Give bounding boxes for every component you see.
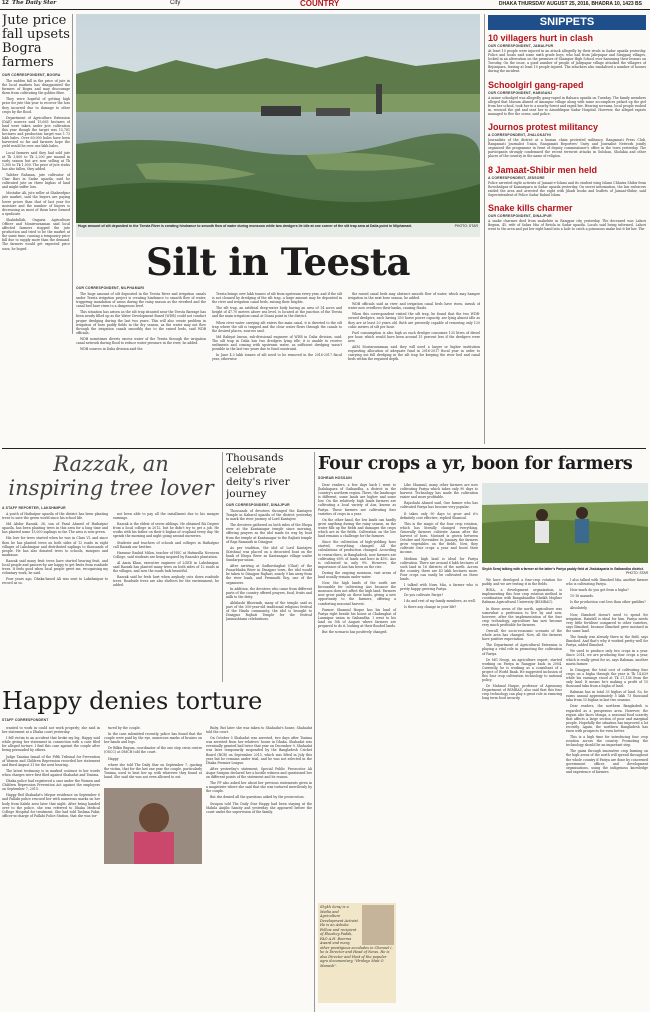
- snippet-text: A minor schoolgirl was allegedly gang-raped in Baluara upazila on Tuesday. The family members alleged that Masum Ahmed of Amanpur village along with some accomplices picked up the girl from her school, took her to a nearby forest and raped her. Hearing screams, local people rushed in, rescued the girl and sent her to Ainuddinpur Sadar Hospital. However, the alleged rapists managed to flee the scene, said police.: [488, 95, 646, 116]
- paragraph: Is there any change in your life?: [404, 605, 457, 610]
- paragraph: Razzak said many fruit trees have started bearing fruit, and local people and passers-by are happy to get fruits from roadside trees. It feels good when local people greet me, recognising my voluntary work, he said.: [2, 558, 108, 576]
- paragraph: Dr Bilkis Begum, coordinator of the one stop crisis centre (OSCC) at DMCH told the court.: [104, 746, 202, 755]
- paragraph: In Dinajpur, the total cost of cultivating four crops on a bigha through the year is Tk 14,639 while his earnings stood at Tk 27,138 from the only land. It means he's making a profit of 15 thousand taka from a bigha of land.: [566, 667, 648, 689]
- paragraph: The latest testimony is in marked contrast to her words when charges were first filed against Shahadat and Tonima.: [2, 768, 100, 777]
- paragraph: the raised canal beds may obstruct smooth flow of water, which may hamper irrigation in the next boro season, he added.: [348, 292, 480, 301]
- paragraph: Dear readers, the northern Bangladesh is regarded as a prosperous area. However, the region also faces Monga, a seasonal food scarcity that affects a large section of poor and marginal people. Hopefully the situation has improved a lot recently. Again, the northern Bangladesh has risen with prospects for even better.: [566, 704, 648, 733]
- paragraph: This is a high time for introducing four crop rotation across the country. Promoting the technology should be an important step.: [566, 735, 648, 748]
- paragraph: In addition, the devotees who came from different parts of the country offered prayers, food, fruits and milk to the deity.: [226, 586, 312, 599]
- divider: [484, 14, 485, 444]
- divider: [222, 452, 223, 682]
- farmer-photo: [482, 483, 648, 575]
- paragraph: not been able to pay all the installment due to his meagre earnings.: [113, 512, 219, 521]
- snippet-headline: 10 villagers hurt in clash: [488, 33, 594, 43]
- paragraph: I talked with Nuru Mia, a farmer who is pretty happy growing Pariya.: [400, 583, 478, 592]
- paragraph: The devotees gathered on both sides of the Dhepa river at the Kantanagar temple since morning, offering prayers as the idol made its way by boat from the temple at Kantanagar to the Rajbati temple of Raja Ramnath in Dinajpur.: [226, 523, 312, 544]
- snippet-text: A snake charmer died from snakebite in Rangpur city yesterday. The deceased was Lahori Begum, 45, wife of Sahra Mia of Betola in Sadar upazila. Locals said being informed, Lahori went to the area and put her right hand into a hole to catch a poisonous snake but it bit her. The: [488, 218, 646, 232]
- page-number: 12: [2, 0, 9, 6]
- paragraph: Rahman has in total 33 bighas of land. So, he earns annual approximately 5 lakh 73 thousand taka from 33 bighas in last two seasons.: [566, 690, 648, 703]
- paragraph: Medium high land is ideal for Pariya cultivation. There are around 6 lakh hectares of such land in 16 districts of the north. Across the country, there are 43 lakh hectares more. Four crops can easily be cultivated on these lands.: [400, 556, 478, 581]
- paragraph: It takes only 90 days to grow and it's definitely cost effective, replied Shamsul.: [400, 511, 478, 520]
- paragraph: After yesterday's statement, Special Public Prosecutor Ali Asgar Swapon declared her a hostile witness and questioned her on different points of the statement and its reason.: [206, 766, 312, 780]
- four-crops-byline: SOHRAB HOSSAIN: [318, 476, 352, 480]
- paragraph: Department of Agriculture Extension (DAE) sources said 15,665 hectares of land were taken under jute cultivation this year though the target was 15,781 hectares and production target was 1.73 lakh bales. Over 60,000 bales have been harvested so far and farmers hope the yield would be over one lakh bales.: [2, 115, 70, 149]
- paragraph: The sudden fall in the price of jute in the local markets has disappointed the farmers of Bogra and may discourage them from cultivating the golden fibre.: [2, 79, 70, 96]
- divider: [314, 452, 315, 1012]
- paragraph: In the case submitted recently, police has found that the couple were paid by the eye, numerous marks of bruises on her hands and legs.: [104, 732, 202, 745]
- paragraph: Students and teachers of schools and colleges in Haibatpur call Razzak our brother.: [113, 540, 219, 549]
- paragraph: On October 5 Shahadat was arrested, two days after Tonima was arrested from her relatives' house in Dhaka. Shahadat was eventually granted bail twice that year on December 9. Shahadat was later temporarily suspended by the Bangladesh Cricket Board (BCB) on September 2015, which was lifted in July this year but he remains under trial, and he was not selected in the Dhaka Premier League.: [206, 736, 312, 765]
- paragraph: Overall, the socio-economic scenario of the whole area has changed. Now, all the farmers have positive expectation.: [482, 629, 562, 642]
- snippet-item: [488, 33, 646, 74]
- paragraph: tured by the couple.: [108, 726, 141, 730]
- razzak-article: [2, 452, 220, 682]
- happy-article: [2, 718, 312, 1012]
- snippet-item: [488, 203, 646, 231]
- happy-photo-image: [104, 788, 202, 864]
- paragraph: This situation has arisen as the silt trap situated near the Teesta Barrage has been nearly filled up as the Water Development Board (WDB) could not conduct proper dredging during the last two years. This will also create problem in irrigation of boro paddy fields in the dry season, as the water may not flow through the irrigation canals smoothly due to the raised beds, said WDB officials.: [76, 310, 206, 335]
- paragraph: Al Amin Khan, executive engineer of LGED in Lakshmipur, said Razzak has planted many trees on both sides of 12 roads in the villages, and now the roads look beautiful.: [113, 560, 219, 574]
- masthead-logo: The Daily Star: [12, 0, 57, 6]
- caption-text: Huge amount of silt deposited in the Teesta River is creating hindrance to smooth flow of water during monsoon while two dredgers lie idle at one corner of the silt trap area at Dalia point in Nilphamari.: [78, 224, 413, 228]
- snippet-byline: A CORRESPONDENT, JESSORE: [488, 175, 545, 180]
- snippets-list: [488, 33, 646, 443]
- paragraph: wanted to work in could not work properly; she said in her statement at a Dhaka court yesterday.: [2, 726, 100, 735]
- thousands-article: [226, 452, 312, 682]
- snippet-item: [488, 122, 646, 158]
- paragraph: BINA, a development organisation, is implementing this four crop rotation method in coordination with Bangabandhu Sheikh Mujibur Rahman Agricultural University (BSMRAU).: [482, 588, 562, 605]
- paragraph: Farmer Shamsul Hoque has his land of Pariya right beside his house at Chakraghat of Laxmipur union in Gaibandha. I went to his land on 5th of August where farmers are prepared to do it, looking at their flooded lands.: [318, 607, 396, 628]
- razzak-kicker: Razzak, an: [53, 452, 169, 476]
- paragraph: Mostafar Ali, jute seller at Shaheedpur jute market, said the buyers are paying lower prices than that of last year for moisture and the number of buyers is decreasing as most of them have formed a syndicate.: [2, 191, 70, 216]
- snippet-item: [488, 80, 646, 116]
- paragraph: Now, Ilimohed doesn't need to spend for irrigation. Rainfall is ideal for him. Pariya needs very little fertiliser compared to other varieties, says Ilimohed, because Ilimohed grew mustard in the same land.: [566, 612, 648, 633]
- river-photo-image: [76, 14, 480, 237]
- paragraph: Md Rabiyat Imran, sub-divisional engineer of WDB in Dalia division, said: The silt trap in Dalia has two dredgers lying idle; it is unable to receive sediments and coming with upstream water, as sufficient dredging wasn't possible in the last two years due to fund constraint.: [212, 334, 342, 352]
- paragraph: Dr MG Neogi, an agriculture expert, started working on Pariya in Rangpur back in 2004. Currently, he is working as a consultant of a project of World Bank. He suggested inclusion of this four crop cultivation technology to national policy.: [482, 657, 562, 683]
- four-crops-col-4: [566, 578, 648, 1011]
- four-crops-headline: Four crops a yr, boon for farmers: [318, 454, 633, 474]
- snippet-byline: OUR CORRESPONDENT, DINAJPUR: [488, 213, 552, 218]
- four-crops-body: [318, 483, 648, 1011]
- snippet-item: [488, 165, 646, 197]
- paragraph: This is the magic of the four crop rotation, which has literally changed everything. Generally farmers cultivate Aman after the harvest of boro. Mustard is grown between October and November. In January, the farmers grow vegetables on the fields. Now, they cultivate four crops a year and boost their income.: [400, 521, 478, 555]
- paragraph: As per tradition, the idol of Lord Kantajew (Krishna) was placed on a decorated boat on the bank of Dhepa River as Kantanagar village under Sundarpur union.: [226, 545, 312, 563]
- happy-col-2: [104, 726, 202, 1012]
- thousands-body: [226, 509, 312, 621]
- paragraph: Since the cultivation of high-yielding boro started, everything changed. All the calculations of production changed. According to researchers, in Bangladesh, now farmers are cultivating 60% of lands and boro in 45%. Aus is cultivated in only 9%. However, the importance of Aus has been on the rise.: [318, 540, 396, 569]
- section-right: COUNTRY: [300, 0, 340, 8]
- silt-byline: OUR CORRESPONDENT, NILPHAMARI: [76, 286, 145, 290]
- paragraph: The silt trap, an artificial deep-water body having an area of 14 acres and height of 47.70 metres above sea level, is located at the junction of the Teesta and the main irrigation canal at Doani point in the district.: [212, 306, 342, 319]
- thousands-headline: Thousands celebrate deity's river journey: [226, 452, 290, 500]
- jute-headline: Jute price fall upsets Bogra farmers: [2, 14, 70, 70]
- paragraph: The family was already there in the field, says Ilimohed. And that's why it worked pretty well for Pariya, added Ilimohed.: [566, 635, 648, 648]
- paragraph: Local farmers said they had sold jute at Tk 1,800 to Tk 2,200 per maund in early season but are now selling at Tk 1,300 to Tk 1,500. The price of jute sticks has also fallen, they added.: [2, 150, 70, 171]
- paragraph: I also talked with Ilimohed Mia, another farmer who is cultivating Pariya.: [566, 578, 648, 587]
- paragraph: Happy fled Shahadat's Mirpur residence on September 6 and Pallabi police rescued her with numerous marks on her body from Kalshi area later that night. After being handed over to the police, she was referred to Dhaka Medical College Hospital for treatment. She had told Taslima Fakir, officer-in-charge of Pallabi Police Station, that she was tor-: [2, 793, 100, 818]
- thousands-byline: OUR CORRESPONDENT, DINAJPUR: [226, 503, 290, 507]
- paragraph: Dear readers, a few days back I went to Jhalukapara of Gaibandha, a district in the country's northern region. There, the landscape is different, some lands are higher and some low. On the relatively high lands farmers are cultivating a local variety of Aus, known as Pariya. These farmers are cultivating four varieties of crops in a year.: [318, 483, 396, 516]
- paragraph: But she denied all the questions asked by the prosecution.: [210, 795, 305, 800]
- paragraph: But the scenario has positively changed.: [322, 630, 388, 635]
- caption-text: Shykh Seraj talking with a farmer at the latter's Pariya paddy field at Jhalukaparia in Gaibandha district.: [482, 567, 644, 571]
- silt-article: [76, 286, 480, 446]
- photo-credit: PHOTO: STAR: [625, 571, 648, 575]
- jute-body: [2, 79, 70, 251]
- snippets-title: SNIPPETS: [488, 15, 646, 30]
- snippet-text: At least 10 people were injured in an attack allegedly by their rivals in Sadar upazila yesterday. Police and locals said some sixth grade boys, who hail from Jalirpapar and Sirajganj villages, locked in an altercation on the premises of Shampur High School over harassing their lessons on Tuesday. On the issue, a good number of people of Jalirpapar village attacked the villagers of Bejonipara, leaving at least 10 people injured. The attackers also vandalised a number of houses during the incident.: [488, 49, 646, 74]
- paragraph: Rajashahi Ahmed said, One farmer who has cultivated Pariya has become very popular.: [400, 501, 478, 510]
- paragraph: Abhilashi Bhowmik, many of the temple said as part of the 350-year-old traditional religious festival of the Hindu community, the idol is brought to Dinajpur Rajbati Temple for the festival Janmashtami celebrations.: [226, 600, 312, 622]
- paragraph: When this correspondent visited the silt trap, he found that the two WDB-owned dredgers, each having 350 horse power capacity, are lying almost idle as they are at least 20 years old. Both are presently capable of removing only 120 cubic metres of silt per hour.: [348, 312, 480, 329]
- snippet-byline: OUR CORRESPONDENT, JAMALPUR: [488, 44, 554, 48]
- paragraph: WDB officials said as river and irrigation canal beds have risen, inrush of water now overflows their banks, causing floods.: [348, 302, 480, 311]
- razzak-col-1: [2, 512, 108, 590]
- author-box: [318, 903, 396, 1003]
- farmer-photo-image: [482, 483, 648, 563]
- paragraph: In June 4.3 lakh tonnes of silt need to be removed in the 2016-2017 fiscal year, otherwise: [212, 353, 342, 362]
- paragraph: I do and rest of my family members, as well.: [404, 599, 476, 604]
- paragraph: Teesta brings over lakh tonnes of silt from upstream every year, and if the silt is not cleaned by dredging of the silt trap, a large amount may be deposited in the river and irrigation canal beds, raising their heights.: [212, 292, 342, 305]
- paragraph: Absolutely.: [570, 606, 588, 611]
- divider: [72, 14, 73, 334]
- jute-article: [2, 14, 70, 334]
- paragraph: Harunur Rashid Milon, teacher of HSC at Hatimulla Nowsera College, said students are being inspired by Razzak's plantation.: [113, 550, 219, 559]
- happy-headline: Happy denies torture: [2, 687, 263, 715]
- paragraph: Thousands of devotees thronged the Kantajew Temple in Kaharol upazila of the district yesterday to mark the river journey of Lord Kantajew.: [226, 509, 312, 522]
- paragraph: Taleber Rahman, jute cultivator of Char Bari in Sadar upazila, said he cultivated jute on three bighas of land and might suffer loss.: [2, 172, 70, 190]
- paragraph: Judge Tanzina Ismail of the Fifth Tribunal for Prevention of Women and Children Repression recorded her statement and fixed August 31 for the next hearing.: [2, 754, 100, 767]
- snippet-headline: Snake kills charmer: [488, 202, 573, 213]
- paragraph: The huge amount of silt deposited in the Teesta River and irrigation canals under Teesta irrigation project is creating hindrance to smooth flow of water, triggering inundation of areas during the rainy season as the riverbed and the canal bed have risen to a dangerous level.: [76, 292, 206, 309]
- silt-headline: Silt in Teesta: [146, 240, 410, 284]
- snippet-text: Police arrested eight activists of Jamaat-e-Islami and its student wing Islami Chhatra Shibir from Rowshahpar of Kamaripara in Sadar upazila yesterday. On secret information, the law enforcers raided the area and arrested the eight with Jihadi books and leaflets of Jamaat-Shibir, said Superintendent of Police Sadar Rabiul Islam.: [488, 180, 646, 197]
- paragraph: Dr Mahmul Haque, professor of Agronomy Department of BSMRAU, also said that this four crop technology can play a great role in ensuring long term food security.: [482, 684, 562, 701]
- paragraph: 15-16 maunds.: [570, 594, 594, 599]
- section-rule: [2, 448, 646, 449]
- silt-col-1: [76, 292, 206, 363]
- paragraph: The Department of Agricultural Extension is playing a vital role in promoting the cultivation of Pariya.: [482, 643, 562, 656]
- paragraph: Dhaka police had registered a case under the Women and Children Repression Prevention Act against the employers on September 7, 2015.: [2, 779, 100, 792]
- paragraph: Md Abdur Razzak, 36, son of Fazal Ahmed of Haibatpur upazila, has been planting trees in this area for a long time and has planted some 15,000 saplings so far. The area is now green.: [2, 522, 108, 535]
- paragraph: WDB sources in Dalia division said the: [80, 347, 143, 352]
- section-left: City: [170, 0, 181, 6]
- silt-col-2: [212, 292, 342, 363]
- jute-byline: OUR CORRESPONDENT, BOGRA: [2, 73, 61, 77]
- happy-col-1: [2, 726, 100, 1012]
- paragraph: They were hopeful of getting high price for jute this year to recover the loss they incurred due to damage to other crops by the flood.: [2, 97, 70, 114]
- paragraph: Swapon told The Daily Star Happy had been staying at the Mahila Ainjibi Samity and yesterday she appeared before the court under the supervision of the family.: [206, 801, 312, 814]
- paragraph: The gains through innovative crop farming on the high areas of the north will spread throughout the whole country if Pariya are done by concerned government offices and development organisations, using the indigenous knowledge and experience of farmers.: [566, 749, 648, 774]
- paragraph: After arriving at Sadhuvitaghat (Ghat) of the Punarbhaba River in Dinajpur town, the idol would be taken to Dinajpur Rajbari, nearly 9 km away from the river bank, and Premnath Roy, one of the organisers.: [226, 564, 312, 585]
- paragraph: Do you cultivate Pariya?: [404, 593, 444, 598]
- farmer-photo-caption: [482, 567, 648, 575]
- paragraph: Now, the high lands of the north are favourable for cultivating Aus because the monsoon does not affect the high land. Farmers now grow paddy on these lands, giving a new opportunity to the farmers, offering a comforting seasonal harvest.: [318, 581, 396, 606]
- paragraph: Happy: [108, 756, 119, 761]
- four-crops-col-1: [318, 483, 396, 743]
- masthead-rule: [0, 9, 650, 10]
- photo-credit: PHOTO: STAR: [454, 224, 478, 228]
- razzak-headline: inspiring tree lover: [8, 476, 214, 500]
- paragraph: When river water carrying silt enters the main canal, it is diverted to the silt trap where the silt is trapped and the clear water flows through the canals to the desired places, sources said.: [212, 320, 342, 333]
- snippet-headline: Journos protest militancy: [488, 122, 599, 133]
- paragraph: Four years ago, Dhaka-based Ali was sent to Lakshmipur to record as so.: [2, 577, 108, 586]
- paragraph: A youth of Haibatpur upazila of the district has been planting trees to save the green world since his school life.: [2, 512, 108, 521]
- silt-col-3: [348, 292, 480, 363]
- paragraph: Fuel consumption is also high as each dredger consumes 135 litres of diesel per hour, which would have been around 15 percent less if the dredgers were new.: [348, 330, 480, 343]
- snippet-byline: OUR CORRESPONDENT, HABIGANJ: [488, 90, 553, 95]
- paragraph: Is the production cost less than other paddies?: [570, 600, 646, 605]
- paragraph: WDB sometimes diverts excess water of the Teesta through the irrigation canal network during flood to reduce water pressure in the river, he added.: [76, 336, 206, 346]
- paragraph: I fell victim to an accident that broke my leg, Happy said while giving her statement in connection with a case filed for alleged torture. I find this case against the couple after being persuaded by others.: [2, 736, 100, 753]
- paragraph: On the other hand, the low lands can hardly grow anything during the rainy season, as the water fills up the fields and damages the crops which are in the fields. Cultivation on the low land remains a challenge for the farmers.: [318, 517, 396, 539]
- four-crops-col-3: [482, 578, 562, 878]
- author-photo: [362, 905, 394, 945]
- date-line: DHAKA THURSDAY AUGUST 25, 2016, BHADRA 10, 1423 BS: [498, 1, 642, 7]
- snippet-byline: A CORRESPONDENT, JHALOKATHI: [488, 133, 551, 138]
- paragraph: How much do you get from a bigha?: [570, 588, 629, 593]
- happy-byline: STAFF CORRESPONDENT: [2, 718, 49, 722]
- paragraph: Like Shamsul, many other farmers are now cultivating Pariya which takes only 90 days to harvest. Technology has made the cultivation easier and more profitable.: [400, 483, 478, 500]
- razzak-col-2: [113, 512, 219, 590]
- paragraph: Razzak said he feels hurt when anybody cuts down roadside trees. Roadside trees are also shelters for the environment, he added.: [113, 575, 219, 588]
- paragraph: We have developed a four-crop rotation for paddy, and we are testing it in the fields.: [482, 578, 562, 587]
- paragraph: Ruby. But later she was taken to Shahadat's house, Shahadat told the court.: [206, 726, 312, 735]
- masthead: [0, 0, 650, 8]
- paragraph: AKM Mostaruzzaman said they will need a larger or higher institution requesting allocation of adequate fund in 2016-2017 fiscal year in order to carrying out full dredging in the silt trap for keeping the river bed and canal beds within the required depth.: [348, 345, 480, 362]
- snippet-text: Journalists of the district at a human chain protested militancy. Rangamati Press Club, Rangamati Journalist Union, Rangamati Reporters' Unity and Journalist Network jointly organised the programme in front of deputy commissioner's office in the town yesterday. The participants strongly condemned the recent terrorist attacks in Gulshan, Sholakia and other places of the country in the name of religion.: [488, 138, 646, 159]
- happy-col-3: [206, 726, 312, 1012]
- paragraph: Shahidullah, Ongaria Agriculture Officer and Monirruzzaman said local affected farmers stopped the jute production and tried to be the market at the same time, causing a temporary price fall due to supply more than the demand. The farmers would get expected price soon, he hoped.: [2, 217, 70, 251]
- paragraph: During the ongoing monsoon, vast areas of land usually remain under water.: [318, 570, 396, 579]
- paragraph: We used to produce only two crops in a year. Since 2014, we are producing four crops a year, which is really great for us, says Rahman, another marin farmer.: [566, 649, 648, 666]
- paragraph: where she told The Daily Star on September 7, quoting the victim, that for the last one year the couple, particularly Tonima, used to beat her up with whatever they found at hand. She said she was not even allowed to eat.: [104, 762, 202, 779]
- paragraph: Razzak is the eldest of seven siblings. He obtained BA Degree from a local college in 2012, but he didn't try to get a job. He works with his father on their 6 bighas of cropland every day. He spends the morning and night going around nurseries.: [113, 522, 219, 539]
- teesta-photo: [76, 14, 480, 237]
- four-crops-col-2: [400, 483, 478, 1011]
- photo-caption: [76, 223, 480, 237]
- paragraph: In these areas of the north, agriculture was somewhat a profession to live by and now, however, after the implementation of the four crop technology, agriculture has now become very much profitable for farmers.: [482, 606, 562, 627]
- paragraph: The PP also asked her about her previous statements given in a magistrate where she said that she was tortured mercilessly by the couple.: [206, 781, 312, 794]
- author-note: Shykh Seraj is a Media and Agriculture Development Activist. He is an Ashoka Fellow and recipient of Ekushey Padak, FAO A.H. Boerma Award and many other prestigious accolades in Channel i, he is Director and Head of News. He is also Director and Host of the popular agro documentary, "Hridoye Mati O Manush".: [320, 905, 393, 968]
- happy-photo: [104, 788, 202, 864]
- snippet-headline: Schoolgirl gang-raped: [488, 79, 584, 90]
- razzak-byline: A STAFF REPORTER, LAKSHMIPUR: [2, 506, 66, 510]
- snippet-headline: 8 Jamaat-Shibir men held: [488, 164, 598, 175]
- paragraph: His love for trees started when he was in Class VI, and since then he has planted trees on both sides of 12 roads in eight villages of Lakshmipur and distributed saplings to thousands of people. He has also donated trees to schools, mosques and madrasas.: [2, 536, 108, 557]
